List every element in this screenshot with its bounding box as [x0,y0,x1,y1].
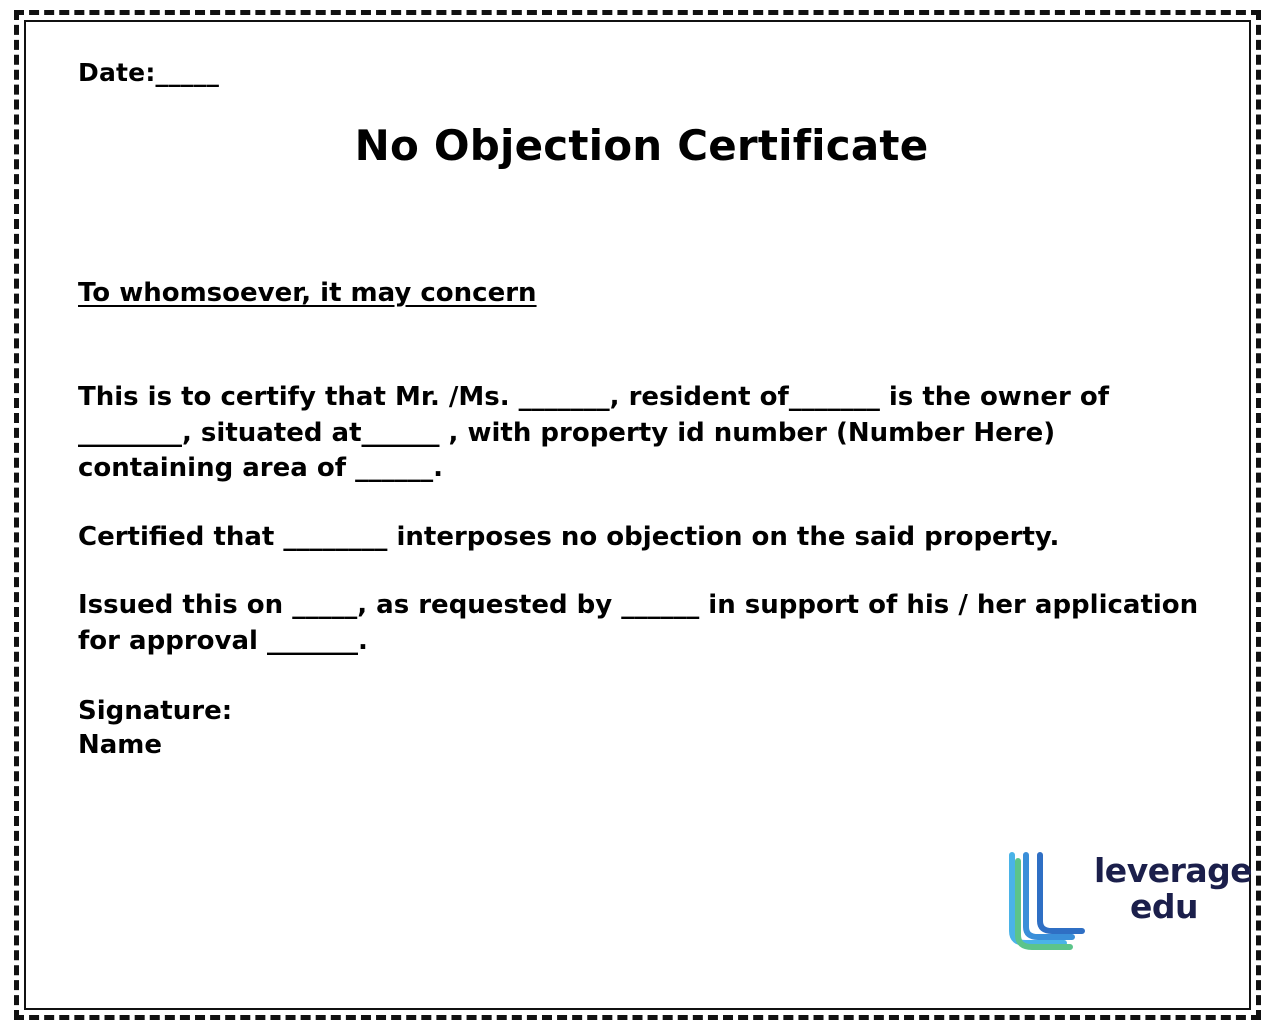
signature-label: Signature: [78,695,233,726]
date-field: Date:_____ [78,58,220,87]
logo-line-1: leverage [1094,851,1253,890]
signature-block [78,694,1205,763]
body-paragraph-2: Certified that ________ interposes no objection on the said property. [78,521,1060,552]
salutation-line: To whomsoever, it may concern [78,278,537,308]
logo-wordmark [1094,853,1252,924]
body-paragraph-1: This is to certify that Mr. /Ms. _______, resident of_______ is the owner of ________, situated at______ , with property id number (Number Here) containing area of ______. [78,382,1110,484]
body-paragraph-3: Issued this on _____, as requested by ______ in support of his / her application for approval _______. [78,590,1199,657]
logo-mark-icon [1002,847,1094,952]
leverage-edu-logo [1002,847,1253,952]
logo-line-2: edu [1130,886,1198,926]
name-label: Name [78,729,163,760]
page-title: No Objection Certificate [354,121,929,170]
